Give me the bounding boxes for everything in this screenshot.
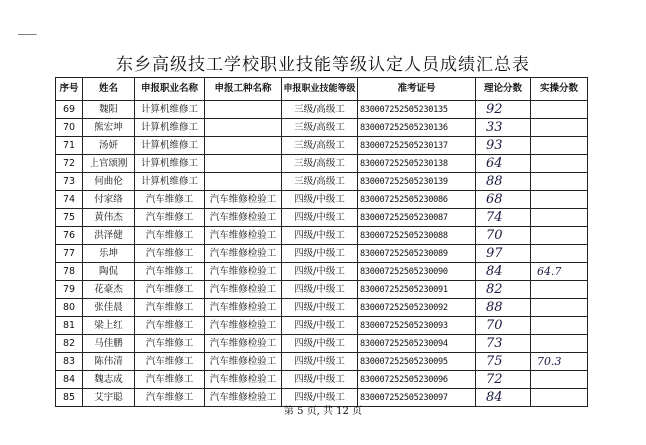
cell-theory: 64 — [476, 155, 531, 173]
cell-work-type: 汽车维修检验工 — [205, 281, 282, 299]
cell-theory: 70 — [476, 317, 531, 335]
cell-work-type: 汽车维修检验工 — [205, 299, 282, 317]
cell-no: 74 — [56, 191, 83, 209]
cell-name: 何曲伦 — [83, 173, 135, 191]
cell-level: 四级/中级工 — [282, 371, 358, 389]
cell-name: 乐坤 — [83, 245, 135, 263]
header-work-type: 申报工种名称 — [205, 78, 282, 101]
cell-occupation: 汽车维修工 — [135, 263, 205, 281]
cell-work-type: 汽车维修检验工 — [205, 371, 282, 389]
cell-practical — [531, 245, 588, 263]
cell-work-type — [205, 101, 282, 119]
cell-work-type — [205, 155, 282, 173]
table-row — [56, 155, 588, 173]
cell-name: 汤妍 — [83, 137, 135, 155]
cell-exam-no: 830007252505230094 — [358, 335, 476, 353]
header-theory: 理论分数 — [476, 78, 531, 101]
cell-no: 83 — [56, 353, 83, 371]
cell-name: 上官颂刚 — [83, 155, 135, 173]
cell-exam-no: 830007252505230096 — [358, 371, 476, 389]
header-exam-no: 准考证号 — [358, 78, 476, 101]
cell-no: 73 — [56, 173, 83, 191]
cell-occupation: 汽车维修工 — [135, 281, 205, 299]
cell-exam-no: 830007252505230137 — [358, 137, 476, 155]
cell-name: 艾宇聪 — [83, 389, 135, 407]
cell-work-type: 汽车维修检验工 — [205, 209, 282, 227]
cell-name: 陶侃 — [83, 263, 135, 281]
cell-practical — [531, 191, 588, 209]
table-row — [56, 119, 588, 137]
cell-occupation: 汽车维修工 — [135, 209, 205, 227]
cell-exam-no: 830007252505230088 — [358, 227, 476, 245]
table-row — [56, 101, 588, 119]
cell-work-type: 汽车维修检验工 — [205, 317, 282, 335]
cell-theory: 82 — [476, 281, 531, 299]
cell-work-type — [205, 119, 282, 137]
cell-exam-no: 830007252505230092 — [358, 299, 476, 317]
cell-practical — [531, 281, 588, 299]
cell-practical — [531, 209, 588, 227]
cell-practical: 70.3 — [531, 353, 588, 371]
cell-level: 四级/中级工 — [282, 335, 358, 353]
cell-name: 马佳鹏 — [83, 335, 135, 353]
score-table — [55, 77, 588, 407]
cell-theory: 84 — [476, 263, 531, 281]
cell-theory: 84 — [476, 389, 531, 407]
cell-theory: 93 — [476, 137, 531, 155]
cell-practical — [531, 299, 588, 317]
cell-exam-no: 830007252505230089 — [358, 245, 476, 263]
table-header-row — [56, 78, 588, 101]
cell-occupation: 计算机维修工 — [135, 137, 205, 155]
cell-work-type: 汽车维修检验工 — [205, 263, 282, 281]
cell-work-type — [205, 173, 282, 191]
cell-no: 84 — [56, 371, 83, 389]
cell-level: 三级/高级工 — [282, 137, 358, 155]
cell-name: 陈伟清 — [83, 353, 135, 371]
cell-level: 四级/中级工 — [282, 389, 358, 407]
cell-name: 洪泽健 — [83, 227, 135, 245]
table-row — [56, 281, 588, 299]
cell-level: 四级/中级工 — [282, 263, 358, 281]
cell-name: 张佳晨 — [83, 299, 135, 317]
header-occupation: 申报职业名称 — [135, 78, 205, 101]
cell-no: 85 — [56, 389, 83, 407]
cell-no: 77 — [56, 245, 83, 263]
table-row — [56, 173, 588, 191]
header-no: 序号 — [56, 78, 83, 101]
cell-level: 四级/中级工 — [282, 281, 358, 299]
document-title: 东乡高级技工学校职业技能等级认定人员成绩汇总表 — [116, 55, 530, 75]
cell-name: 黄伟杰 — [83, 209, 135, 227]
table-row — [56, 371, 588, 389]
cell-name: 魏阳 — [83, 101, 135, 119]
cell-occupation: 汽车维修工 — [135, 191, 205, 209]
table-row — [56, 317, 588, 335]
cell-no: 71 — [56, 137, 83, 155]
cell-exam-no: 830007252505230097 — [358, 389, 476, 407]
cell-exam-no: 830007252505230090 — [358, 263, 476, 281]
cell-theory: 74 — [476, 209, 531, 227]
cell-occupation: 计算机维修工 — [135, 155, 205, 173]
cell-exam-no: 830007252505230095 — [358, 353, 476, 371]
page-footer: 第 5 页, 共 12 页 — [283, 406, 363, 417]
cell-occupation: 汽车维修工 — [135, 353, 205, 371]
cell-no: 80 — [56, 299, 83, 317]
cell-occupation: 汽车维修工 — [135, 371, 205, 389]
table-body — [56, 101, 588, 407]
cell-no: 81 — [56, 317, 83, 335]
cell-no: 78 — [56, 263, 83, 281]
cell-practical: 64.7 — [531, 263, 588, 281]
cell-exam-no: 830007252505230138 — [358, 155, 476, 173]
cell-occupation: 计算机维修工 — [135, 173, 205, 191]
cell-exam-no: 830007252505230086 — [358, 191, 476, 209]
cell-work-type: 汽车维修检验工 — [205, 335, 282, 353]
cell-level: 四级/中级工 — [282, 191, 358, 209]
cell-practical — [531, 227, 588, 245]
cell-level: 三级/高级工 — [282, 173, 358, 191]
table-row — [56, 299, 588, 317]
table-row — [56, 137, 588, 155]
cell-no: 82 — [56, 335, 83, 353]
cell-practical — [531, 173, 588, 191]
cell-level: 三级/高级工 — [282, 155, 358, 173]
cell-level: 三级/高级工 — [282, 119, 358, 137]
cell-practical — [531, 119, 588, 137]
cell-exam-no: 830007252505230135 — [358, 101, 476, 119]
cell-occupation: 汽车维修工 — [135, 335, 205, 353]
cell-theory: 33 — [476, 119, 531, 137]
cell-work-type — [205, 137, 282, 155]
cell-work-type: 汽车维修检验工 — [205, 245, 282, 263]
table-row — [56, 209, 588, 227]
cell-level: 四级/中级工 — [282, 245, 358, 263]
cell-occupation: 汽车维修工 — [135, 299, 205, 317]
cell-work-type: 汽车维修检验工 — [205, 389, 282, 407]
cell-name: 花豪杰 — [83, 281, 135, 299]
cell-theory: 73 — [476, 335, 531, 353]
cell-theory: 72 — [476, 371, 531, 389]
cell-no: 69 — [56, 101, 83, 119]
header-name: 姓名 — [83, 78, 135, 101]
cell-name: 魏志成 — [83, 371, 135, 389]
cell-occupation: 计算机维修工 — [135, 101, 205, 119]
cell-practical — [531, 371, 588, 389]
table-row — [56, 335, 588, 353]
cell-occupation: 汽车维修工 — [135, 317, 205, 335]
cell-theory: 88 — [476, 299, 531, 317]
table-row — [56, 191, 588, 209]
cell-exam-no: 830007252505230139 — [358, 173, 476, 191]
cell-level: 四级/中级工 — [282, 299, 358, 317]
table-row — [56, 245, 588, 263]
cell-practical — [531, 317, 588, 335]
cell-practical — [531, 101, 588, 119]
cell-theory: 75 — [476, 353, 531, 371]
cell-exam-no: 830007252505230087 — [358, 209, 476, 227]
cell-level: 三级/高级工 — [282, 101, 358, 119]
header-level: 申报职业技能等级 — [282, 78, 358, 101]
cell-exam-no: 830007252505230136 — [358, 119, 476, 137]
cell-exam-no: 830007252505230091 — [358, 281, 476, 299]
cell-level: 四级/中级工 — [282, 353, 358, 371]
table-row — [56, 227, 588, 245]
cell-practical — [531, 137, 588, 155]
cell-name: 付家络 — [83, 191, 135, 209]
cell-practical — [531, 155, 588, 173]
cell-exam-no: 830007252505230093 — [358, 317, 476, 335]
cell-practical — [531, 335, 588, 353]
cell-work-type: 汽车维修检验工 — [205, 191, 282, 209]
cell-level: 四级/中级工 — [282, 227, 358, 245]
cell-name: 梁上红 — [83, 317, 135, 335]
cell-occupation: 计算机维修工 — [135, 119, 205, 137]
cell-occupation: 汽车维修工 — [135, 389, 205, 407]
cell-theory: 97 — [476, 245, 531, 263]
cell-theory: 68 — [476, 191, 531, 209]
cell-no: 76 — [56, 227, 83, 245]
cell-level: 四级/中级工 — [282, 209, 358, 227]
cell-no: 70 — [56, 119, 83, 137]
cell-occupation: 汽车维修工 — [135, 227, 205, 245]
cell-occupation: 汽车维修工 — [135, 245, 205, 263]
table-row — [56, 263, 588, 281]
cell-theory: 92 — [476, 101, 531, 119]
table-row — [56, 353, 588, 371]
cell-theory: 70 — [476, 227, 531, 245]
header-practical: 实操分数 — [531, 78, 588, 101]
cell-no: 75 — [56, 209, 83, 227]
cell-no: 79 — [56, 281, 83, 299]
cell-theory: 88 — [476, 173, 531, 191]
cell-level: 四级/中级工 — [282, 317, 358, 335]
cell-no: 72 — [56, 155, 83, 173]
corner-mark: ———— — [18, 30, 36, 40]
cell-work-type: 汽车维修检验工 — [205, 353, 282, 371]
cell-name: 熊宏坤 — [83, 119, 135, 137]
cell-work-type: 汽车维修检验工 — [205, 227, 282, 245]
